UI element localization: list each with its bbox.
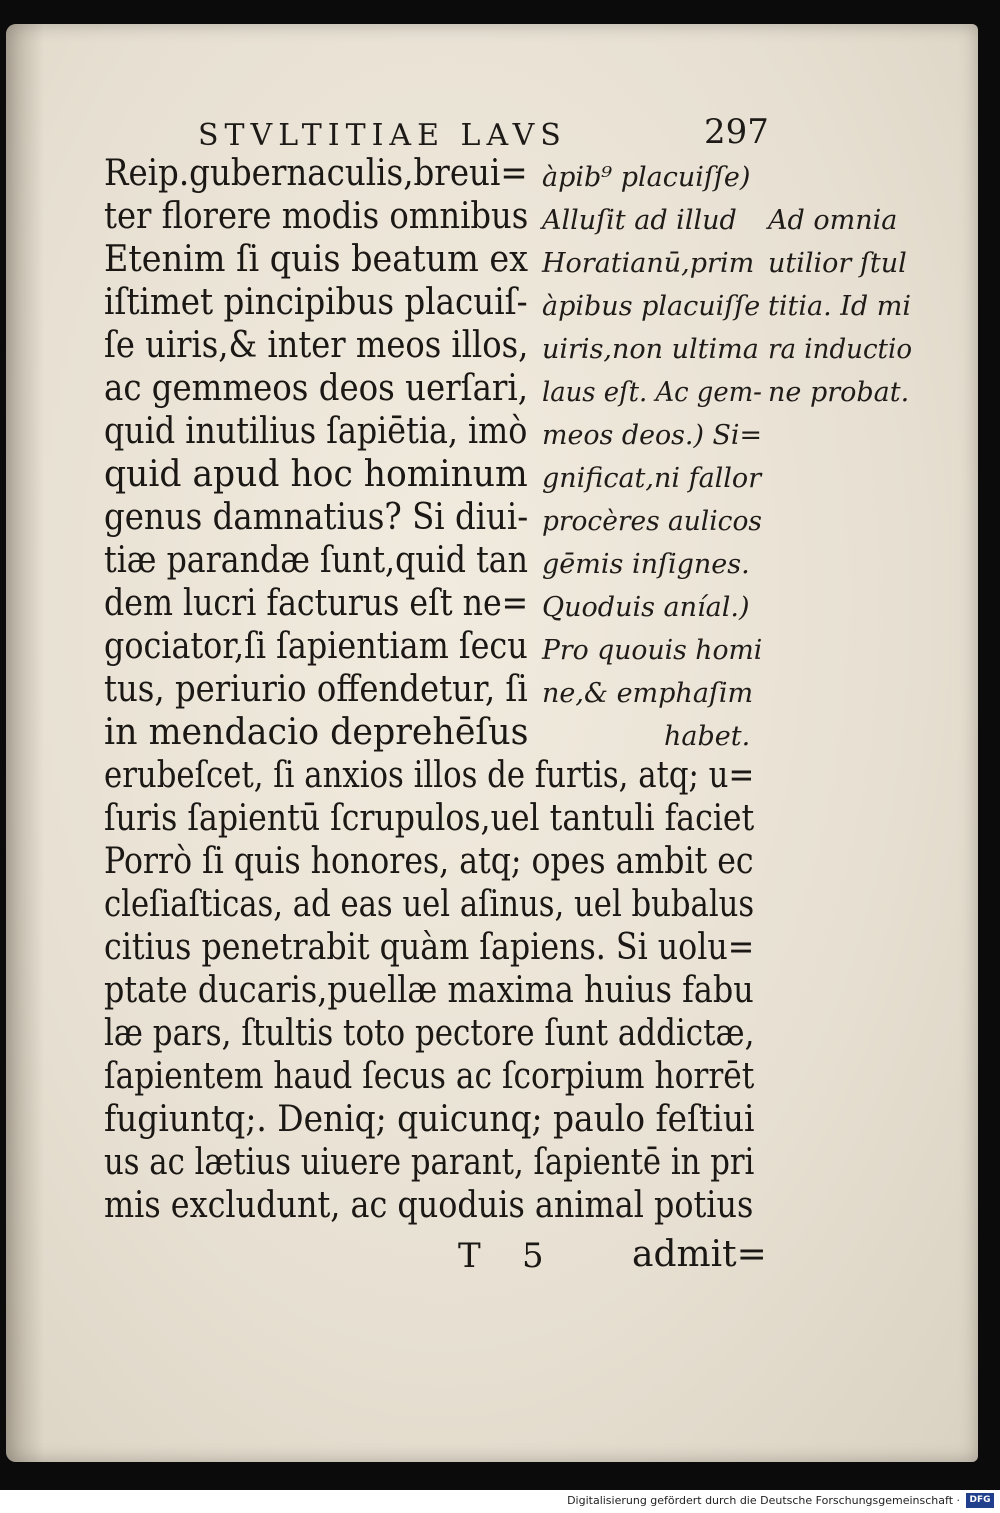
margin-note-line: gēmis inſignes. xyxy=(542,549,750,580)
margin-note-line: habet. xyxy=(664,721,751,752)
body-line: ſuris ſapientū ſcrupulos,uel tantuli faciet xyxy=(104,798,755,839)
body-line: ſapientem haud ſecus ac ſcorpium horrēt xyxy=(104,1056,755,1097)
body-line: Porrò ſi quis honores, atq; opes ambit ec xyxy=(104,841,754,882)
body-line: in mendacio deprehēſus xyxy=(104,712,529,753)
margin-note-line: meos deos.) Si= xyxy=(542,420,763,451)
body-line: citius penetrabit quàm ſapiens. Si uolu= xyxy=(104,927,755,968)
book-page xyxy=(6,24,978,1462)
margin-note-line: àpib⁹ placuiſſe) xyxy=(542,162,751,193)
margin-note-line: ra inductio xyxy=(768,334,913,365)
margin-note-line: ne probat. xyxy=(768,377,910,408)
funding-notice: Digitalisierung gefördert durch die Deutsche Forschungsgemeinschaft · xyxy=(567,1494,960,1507)
margin-note-line: ne,& emphaſim xyxy=(542,678,754,709)
body-line: ter florere modis omnibus xyxy=(104,196,529,237)
body-line: genus damnatius? Si diui- xyxy=(104,497,529,538)
body-line: gociator,ſi ſapientiam ſecu xyxy=(104,626,528,667)
margin-note-line: laus eſt. Ac gem- xyxy=(542,377,762,408)
margin-note-line: gnificat,ni fallor xyxy=(542,463,762,494)
margin-note-line: Pro quouis homi xyxy=(542,635,763,666)
body-line: Etenim ſi quis beatum ex xyxy=(104,239,529,280)
signature-number: 5 xyxy=(522,1236,544,1276)
body-line: dem lucri facturus eſt ne= xyxy=(104,583,529,624)
margin-note-line: Ad omnia xyxy=(768,205,898,236)
margin-note-line: utilior ſtul xyxy=(768,248,907,279)
margin-note-line: àpibus placuiſſe xyxy=(542,291,761,322)
body-line: ptate ducaris,puellæ maxima huius fabu xyxy=(104,970,754,1011)
margin-note-line: titia. Id mi xyxy=(768,291,912,322)
margin-note-line: procères aulicos xyxy=(542,506,762,537)
body-line: tus, periurio offendetur, ſi xyxy=(104,669,528,710)
body-line: quid inutilius ſapiētia, imò xyxy=(104,411,528,452)
body-line: erubeſcet, ſi anxios illos de furtis, atq; u= xyxy=(104,755,755,796)
body-line: ſe uiris,& inter meos illos, xyxy=(104,325,529,366)
body-line: us ac lætius uiuere parant, ſapientē in pri xyxy=(104,1142,755,1183)
body-line: cleſiaſticas, ad eas uel aſinus, uel bubalus xyxy=(104,884,755,925)
body-line: mis excludunt, ac quoduis animal potius xyxy=(104,1185,754,1226)
body-line: quid apud hoc hominum xyxy=(104,454,528,495)
body-line: iſtimet pincipibus placuiſ- xyxy=(104,282,528,323)
margin-note-line: Quoduis aníal.) xyxy=(542,592,750,623)
dfg-logo: DFG xyxy=(966,1493,994,1508)
body-line: tiæ parandæ ſunt,quid tan xyxy=(104,540,528,581)
body-line: fugiuntq;. Deniq; quicunq; paulo feſtiui xyxy=(104,1099,755,1140)
margin-note-line: uiris,non ultima xyxy=(542,334,759,365)
footer-bar xyxy=(0,1490,1000,1513)
body-line: Reip.gubernaculis,breui= xyxy=(104,153,528,194)
signature-letter: T xyxy=(458,1236,481,1276)
body-line: læ pars, ſtultis toto pectore ſunt addictæ, xyxy=(104,1013,755,1054)
page-number: 297 xyxy=(704,112,769,152)
margin-note-line: Alluſit ad illud xyxy=(542,205,737,236)
margin-note-line: Horatianū,prim xyxy=(542,248,755,279)
running-head: STVLTITIAE LAVS xyxy=(198,118,567,153)
body-line: ac gemmeos deos uerſari, xyxy=(104,368,529,409)
catchword: admit= xyxy=(632,1234,767,1275)
